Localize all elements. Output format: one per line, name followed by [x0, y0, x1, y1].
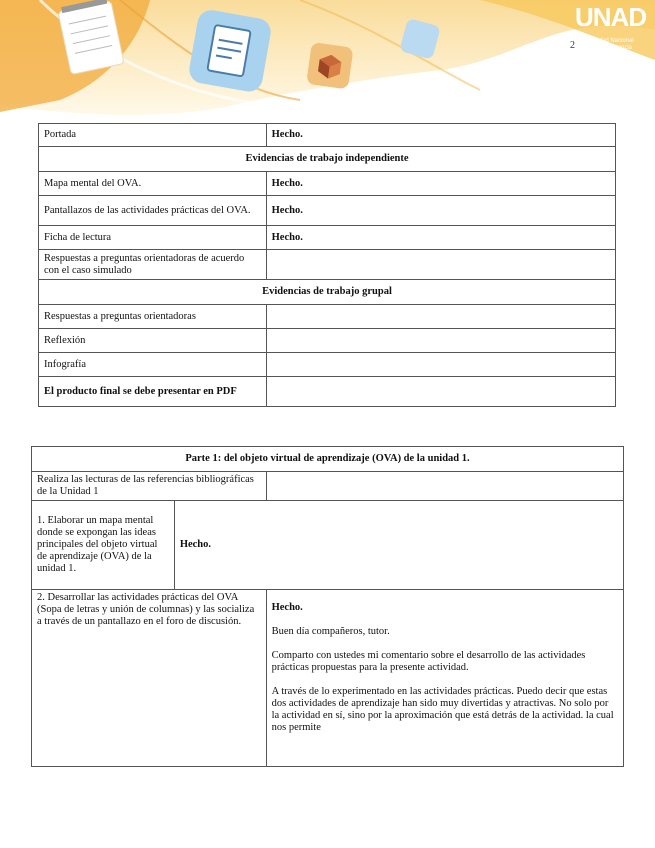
table-title: Parte 1: del objeto virtual de aprendizaje (OVA) de la unidad 1.	[32, 447, 624, 472]
row-value: Hecho.	[174, 501, 623, 590]
table-row	[39, 196, 616, 226]
row-label: 2. Desarrollar las actividades prácticas del OVA (Sopa de letras y unión de columnas) y las socializa a través de un pantallazo en el foro de discusión.	[32, 590, 267, 767]
row-comment	[266, 590, 623, 767]
section-heading-row	[39, 280, 616, 305]
page-header	[0, 0, 655, 118]
row-value	[266, 250, 615, 280]
table-row	[39, 250, 616, 280]
page-number: 2	[570, 40, 575, 51]
status-text: Hecho.	[271, 602, 303, 613]
comment-paragraph: Buen día compañeros, tutor.	[271, 626, 390, 637]
table-title-row	[32, 447, 624, 472]
clipboard-icon	[187, 8, 273, 94]
section-heading: Evidencias de trabajo independiente	[39, 147, 616, 172]
table-row	[39, 124, 616, 147]
section-heading-row	[39, 147, 616, 172]
unad-logo: UNAD Universidad Nacional Abierta y a Distancia	[575, 2, 647, 51]
section-heading: Evidencias de trabajo grupal	[39, 280, 616, 305]
cube-icon	[306, 42, 353, 89]
row-value: Hecho.	[266, 124, 615, 147]
row-value	[266, 353, 615, 377]
row-value: Hecho.	[266, 226, 615, 250]
table-row	[39, 377, 616, 407]
row-value: Hecho.	[266, 172, 615, 196]
row-label: El producto final se debe presentar en PDF	[39, 377, 267, 407]
row-label: Pantallazos de las actividades prácticas del OVA.	[39, 196, 267, 226]
row-value	[266, 472, 623, 501]
row-value	[266, 305, 615, 329]
header-banner-graphic	[0, 0, 655, 118]
row-label: Mapa mental del OVA.	[39, 172, 267, 196]
row-label: Respuestas a preguntas orientadoras de acuerdo con el caso simulado	[39, 250, 267, 280]
row-label: Realiza las lecturas de las referencias bibliográficas de la Unidad 1	[32, 472, 267, 501]
table-row	[39, 329, 616, 353]
table-row	[39, 226, 616, 250]
row-label: Infografía	[39, 353, 267, 377]
row-value: Hecho.	[266, 196, 615, 226]
comment-paragraph: A través de lo experimentado en las actividades prácticas. Puedo decir que estas dos actividades de aprendizaje han sido muy divertidas y atractivas. No solo por la actividad en sí, sino por la aproximación que está detrás de la actividad. la cual nos permite	[271, 686, 614, 733]
table-row	[39, 305, 616, 329]
row-label: Reflexión	[39, 329, 267, 353]
row-label: Respuestas a preguntas orientadoras	[39, 305, 267, 329]
table-row	[32, 501, 624, 590]
comment-paragraph: Comparto con ustedes mi comentario sobre el desarrollo de las actividades prácticas propuestas para la presente actividad.	[271, 650, 586, 673]
table-row	[32, 590, 624, 767]
row-value	[266, 329, 615, 353]
activities-table	[31, 446, 624, 767]
table-row	[39, 353, 616, 377]
row-label: 1. Elaborar un mapa mental donde se expongan las ideas principales del objeto virtual de aprendizaje (OVA) de la unidad 1.	[32, 501, 175, 590]
row-value	[266, 377, 615, 407]
row-label: Ficha de lectura	[39, 226, 267, 250]
evidence-checklist-table	[38, 123, 616, 407]
table-row	[39, 172, 616, 196]
row-label: Portada	[39, 124, 267, 147]
table-row	[32, 472, 624, 501]
